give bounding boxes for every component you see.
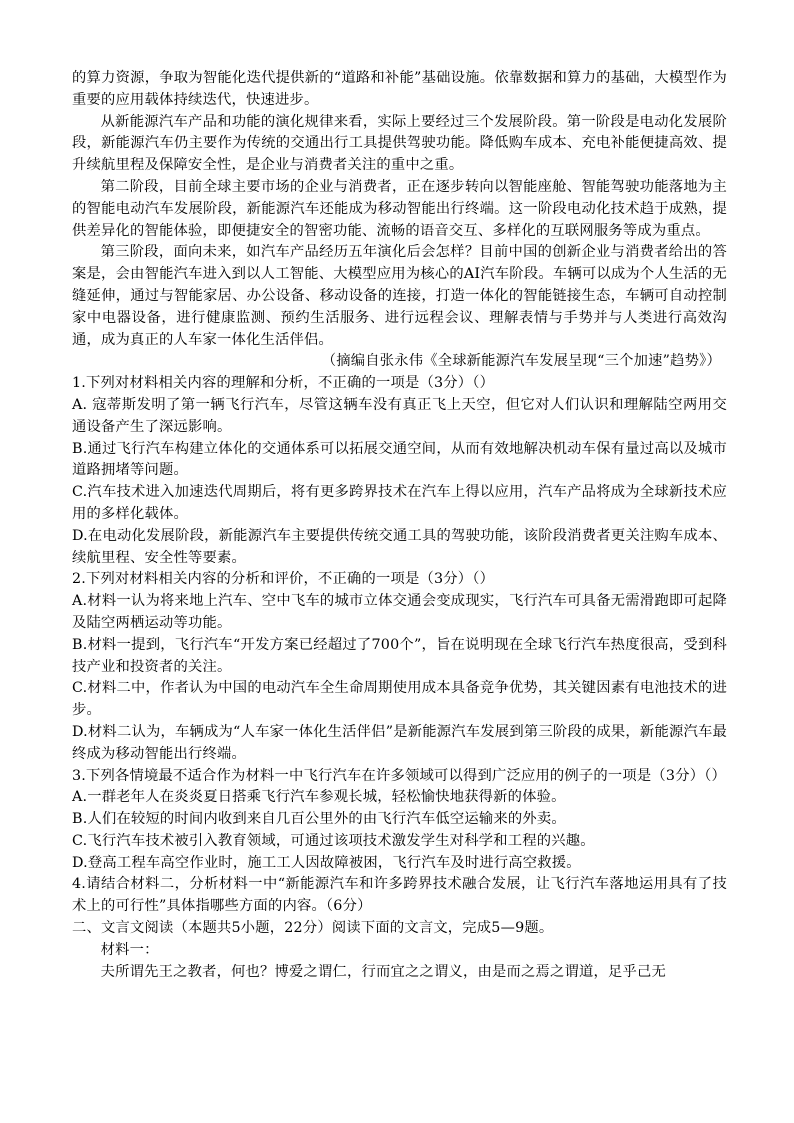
paragraph: 从新能源汽车产品和功能的演化规律来看，实际上要经过三个发展阶段。第一阶段是电动化发展阶段，新能源汽车仍主要作为传统的交通出行工具提供驾驶功能。降低购车成本、充电补能便捷高效、提升续航里程及保障安全性，是企业与消费者关注的重中之重。	[72, 113, 727, 174]
paragraph: 的算力资源，争取为智能化迭代提供新的“道路和补能”基础设施。依靠数据和算力的基础，大模型作为重要的应用载体持续迭代，快速进步。	[72, 70, 727, 108]
section-heading: 二、文言文阅读（本题共5小题，22分）阅读下面的文言文，完成5—9题。	[72, 920, 554, 937]
question-2: 2.下列对材料相关内容的分析和评价，不正确的一项是（3分）（）	[72, 571, 495, 588]
option-1a: A. 寇蒂斯发明了第一辆飞行汽车，尽管这辆车没有真正飞上天空，但它对人们认识和理解陆空两用交通设备产生了深远影响。	[72, 396, 727, 435]
option-3a: A.一群老年人在炎炎夏日搭乘飞行汽车参观长城，轻松愉快地获得新的体验。	[72, 789, 566, 806]
option-1c: C.汽车技术进入加速迭代周期后，将有更多跨界技术在汽车上得以应用，汽车产品将成为全球新技术应用的多样化载体。	[72, 484, 727, 522]
option-2b: B.材料一提到，飞行汽车“开发方案已经超过了700个”，旨在说明现在全球飞行汽车热度很高，受到科技产业和投资者的关注。	[72, 636, 727, 675]
option-1b: B.通过飞行汽车构建立体化的交通体系可以拓展交通空间，从而有效地解决机动车保有量过高以及城市道路拥堵等问题。	[72, 440, 727, 479]
option-2c: C.材料二中，作者认为中国的电动汽车全生命周期使用成本具备竞争优势，其关键因素有电池技术的进步。	[72, 680, 727, 719]
option-2d: D.材料二认为，车辆成为“人车家一体化生活伴侣”是新能源汽车发展到第三阶段的成果，新能源汽车最终成为移动智能出行终端。	[72, 723, 727, 762]
paragraph: 第二阶段，目前全球主要市场的企业与消费者，正在逐步转向以智能座舱、智能驾驶功能落地为主的智能电动汽车发展阶段，新能源汽车还能成为移动智能出行终端。这一阶段电动化技术趋于成熟，提供差异化的智能体验，即便捷安全的智密功能、流畅的语音交互、多样化的互联网服务等成为重点。	[72, 178, 727, 239]
option-3b: B.人们在较短的时间内收到来自几百公里外的由飞行汽车低空运输来的外卖。	[72, 811, 566, 828]
option-3d: D.登高工程车高空作业时，施工工人因故障被困，飞行汽车及时进行高空救援。	[72, 854, 581, 871]
paragraph: 第三阶段，面向未来，如汽车产品经历五年演化后会怎样？目前中国的创新企业与消费者给出的答案是，会由智能汽车进入到以人工智能、大模型应用为核心的AI汽车阶段。车辆可以成为个人生活的无缝延伸，通过与智能家居、办公设备、移动设备的连接，打造一体化的智能链接生态，车辆可自动控制家中电器设备，进行健康监测、预约生活服务、进行远程会议、理解表情与手势并与人类进行高效沟通，成为真正的人车家一体化生活伴侣。	[72, 244, 727, 348]
question-3: 3.下列各情境最不适合作为材料一中飞行汽车在许多领域可以得到广泛应用的例子的一项是（3分）（）	[72, 767, 727, 784]
option-2a: A.材料一认为将来地上汽车、空中飞车的城市立体交通会变成现实，飞行汽车可具备无需滑跑即可起降及陆空两栖运动等功能。	[72, 593, 727, 631]
classical-text: 夫所谓先王之教者，何也？博爱之谓仁，行而宜之之谓义，由是而之焉之谓道，足乎己无	[100, 963, 666, 980]
source-citation: （摘编自张永伟《全球新能源汽车发展呈现“三个加速”趋势》）	[321, 353, 721, 370]
question-1: 1.下列对材料相关内容的理解和分析，不正确的一项是（3分）（）	[72, 375, 495, 392]
question-4: 4.请结合材料二，分析材料一中“新能源汽车和许多跨界技术融合发展，让飞行汽车落地运用具有了技术上的可行性”具体指哪些方面的内容。（6分）	[72, 876, 727, 915]
exam-page	[72, 68, 727, 983]
option-3c: C.飞行汽车技术被引入教育领域，可通过该项技术激发学生对科学和工程的兴趣。	[72, 832, 595, 849]
option-1d: D.在电动化发展阶段，新能源汽车主要提供传统交通工具的驾驶功能，该阶段消费者更关注购车成本、续航里程、安全性等要素。	[72, 527, 727, 566]
material-label: 材料一：	[100, 941, 159, 958]
